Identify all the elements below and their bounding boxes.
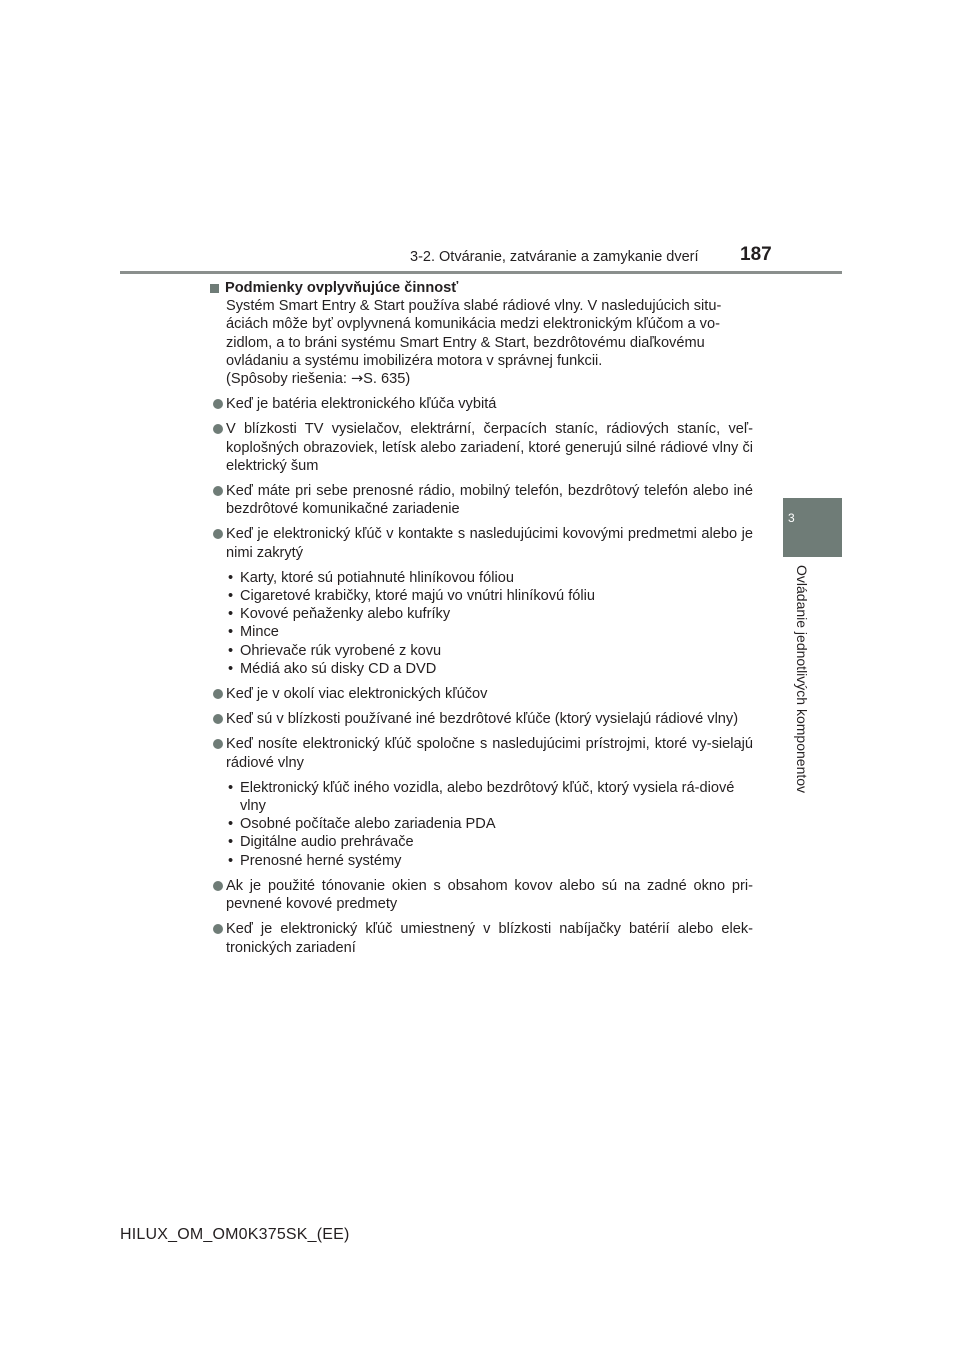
square-bullet-icon [210, 284, 219, 293]
sub-bullet-marker: • [228, 588, 234, 605]
chapter-number: 3 [788, 511, 795, 525]
sub-bullet-marker: • [228, 834, 234, 851]
intro-line: áciách môže byť ovplyvnená komunikácia medzi elektronickým kľúčom a vo- [226, 316, 720, 333]
list-item [210, 685, 753, 703]
sub-list-item [226, 569, 753, 587]
list-item-text: Keď je v okolí viac elektronických kľúčov [226, 686, 488, 703]
circle-bullet-icon [213, 714, 223, 724]
list-item-text: Ak je použité tónovanie okien s obsahom kovov alebo sú na zadné okno pri-pevnené kovové predmety [226, 877, 753, 913]
sub-list-item-text: Cigaretové krabičky, ktoré majú vo vnútri hliníkovú fóliu [240, 588, 595, 605]
circle-bullet-icon [213, 881, 223, 891]
circle-bullet-icon [213, 689, 223, 699]
list-item [210, 735, 753, 771]
sub-list-item [226, 815, 753, 833]
sub-list-item-text: Karty, ktoré sú potiahnuté hliníkovou fóliou [240, 569, 514, 586]
sub-list-item [226, 833, 753, 851]
document-code: HILUX_OM_OM0K375SK_(EE) [120, 1226, 350, 1243]
sub-list-item [226, 779, 753, 815]
device-list [226, 779, 753, 870]
page-content [210, 279, 753, 957]
sub-bullet-marker: • [228, 852, 234, 869]
circle-bullet-icon [213, 486, 223, 496]
reference-prefix: (Spôsoby riešenia: [226, 371, 351, 388]
sub-list-item [226, 660, 753, 678]
list-item [210, 877, 753, 913]
sub-list-item-text: Kovové peňaženky alebo kufríky [240, 606, 451, 623]
heading-text: Podmienky ovplyvňujúce činnosť [225, 280, 459, 296]
list-item [210, 525, 753, 561]
sub-list-item-text: Mince [240, 624, 279, 641]
list-item [210, 710, 753, 728]
list-item-text: V blízkosti TV vysielačov, elektrární, čerpacích staníc, rádiových staníc, veľ-koplošných obrazoviek, letísk alebo zariadení, ktoré generujú silné rádiové vlny či elektrický šum [226, 421, 753, 474]
sub-list-item [226, 605, 753, 623]
sub-list-item-text: Ohrievače rúk vyrobené z kovu [240, 642, 442, 659]
sub-bullet-marker: • [228, 606, 234, 623]
metal-objects-list [226, 569, 753, 678]
sub-bullet-marker: • [228, 624, 234, 641]
header-divider [120, 271, 842, 274]
list-item [210, 395, 753, 413]
list-item-text: Keď je elektronický kľúč umiestnený v blízkosti nabíjačky batérií alebo elek-tronických zariadení [226, 921, 753, 956]
section-heading [210, 279, 753, 297]
arrow-right-icon: → [350, 370, 364, 388]
sub-list-item [226, 587, 753, 605]
list-item-text: Keď je elektronický kľúč v kontakte s nasledujúcimi kovovými predmetmi alebo je nimi zakrytý [226, 526, 753, 561]
list-item-text: Keď je batéria elektronického kľúča vybitá [226, 396, 497, 413]
list-item [210, 482, 753, 518]
sub-list-item [226, 623, 753, 641]
circle-bullet-icon [213, 924, 223, 934]
sub-bullet-marker: • [228, 660, 234, 677]
page-number: 187 [740, 244, 772, 265]
circle-bullet-icon [213, 529, 223, 539]
list-item-text: Keď nosíte elektronický kľúč spoločne s nasledujúcimi prístrojmi, ktoré vy-sielajú rádiové vlny [226, 736, 753, 771]
list-item-text: Keď máte pri sebe prenosné rádio, mobilný telefón, bezdrôtový telefón alebo iné bezdrôtové komunikačné zariadenie [226, 483, 753, 518]
list-item-text: Keď sú v blízkosti používané iné bezdrôtové kľúče (ktorý vysielajú rádiové vlny) [226, 711, 739, 728]
intro-line: Systém Smart Entry & Start používa slabé rádiové vlny. V nasledujúcich situ- [226, 298, 722, 315]
sub-bullet-marker: • [228, 779, 234, 796]
circle-bullet-icon [213, 424, 223, 434]
sub-bullet-marker: • [228, 642, 234, 659]
sub-list-item-text: Médiá ako sú disky CD a DVD [240, 660, 437, 677]
intro-reference [226, 370, 753, 388]
sub-list-item-text: Elektronický kľúč iného vozidla, alebo bezdrôtový kľúč, ktorý vysiela rá-diové vlny [240, 779, 735, 815]
sub-list-item-text: Digitálne audio prehrávače [240, 834, 414, 851]
list-item [210, 920, 753, 956]
circle-bullet-icon [213, 739, 223, 749]
intro-paragraph [226, 297, 753, 388]
sub-list-item-text: Osobné počítače alebo zariadenia PDA [240, 816, 496, 833]
chapter-tab[interactable] [783, 498, 842, 557]
sub-list-item-text: Prenosné herné systémy [240, 852, 402, 869]
circle-bullet-icon [213, 399, 223, 409]
page-reference-link[interactable]: S. 635) [363, 371, 411, 388]
sub-list-item [226, 642, 753, 660]
intro-line: zidlom, a to bráni systému Smart Entry & Start, bezdrôtovému diaľkovému [226, 334, 705, 351]
list-item [210, 420, 753, 475]
sub-bullet-marker: • [228, 816, 234, 833]
intro-line: ovládaniu a systému imobilizéra motora v správnej funkcii. [226, 352, 603, 369]
sub-bullet-marker: • [228, 569, 234, 586]
section-title: 3-2. Otváranie, zatváranie a zamykanie dverí [410, 249, 699, 265]
chapter-title: Ovládanie jednotlivých komponentov [794, 565, 810, 794]
sub-list-item [226, 852, 753, 870]
